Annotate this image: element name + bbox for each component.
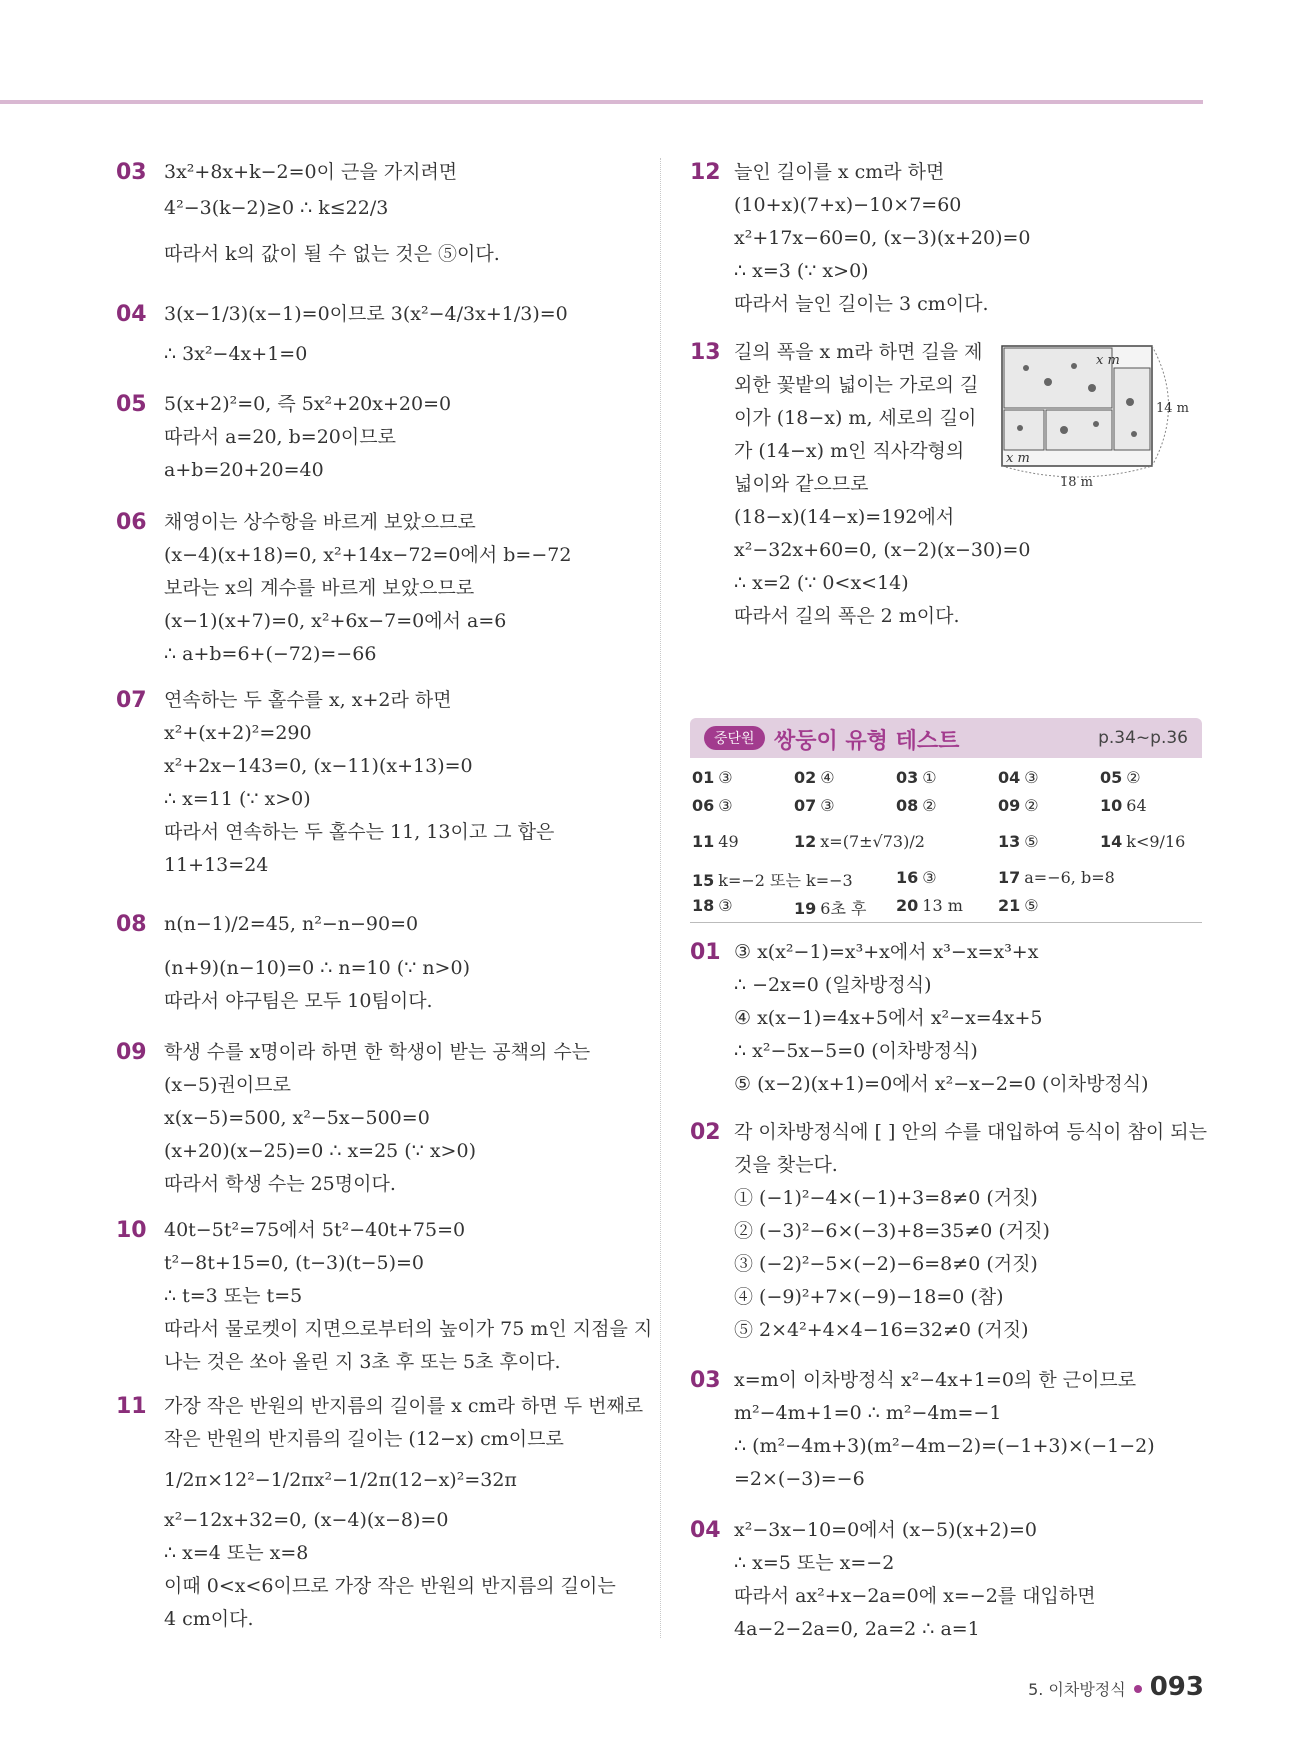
solution-line: 5(x+2)²=0, 즉 5x²+20x+20=0 xyxy=(164,393,452,415)
solution-line: 넓이와 같으므로 xyxy=(734,473,869,495)
flowerbed-2 xyxy=(1004,410,1044,450)
solution-line: ② (−3)²−6×(−3)+8=35≠0 (거짓) xyxy=(734,1220,1050,1242)
solution-line: x²−32x+60=0, (x−2)(x−30)=0 xyxy=(734,539,1031,561)
problem-number: 08 xyxy=(116,912,147,937)
footer-dot-icon xyxy=(1134,1685,1142,1693)
problem-number: 07 xyxy=(116,688,147,713)
answer-item: 21 ⑤ xyxy=(998,896,1039,915)
solution-line: 4²−3(k−2)≥0 ∴ k≤22/3 xyxy=(164,197,389,219)
answer-item: 16 ③ xyxy=(896,868,937,887)
problem-number: 03 xyxy=(690,1368,721,1393)
solution-line: 길의 폭을 x m라 하면 길을 제 xyxy=(734,341,983,363)
solution-line: 외한 꽃밭의 넓이는 가로의 길 xyxy=(734,374,979,396)
solution-line: 따라서 물로켓이 지면으로부터의 높이가 75 m인 지점을 지 xyxy=(164,1318,653,1340)
solution-line: ① (−1)²−4×(−1)+3=8≠0 (거짓) xyxy=(734,1187,1038,1209)
top-rule xyxy=(0,100,1203,104)
solution-line: (x+20)(x−25)=0 ∴ x=25 (∵ x>0) xyxy=(164,1140,476,1162)
answer-item: 18 ③ xyxy=(692,896,733,915)
solution-line: 11+13=24 xyxy=(164,854,269,876)
solution-line: 늘인 길이를 x cm라 하면 xyxy=(734,161,945,183)
answer-item: 03 ① xyxy=(896,768,937,787)
solution-line: ∴ x=11 (∵ x>0) xyxy=(164,788,311,810)
solution-line: ③ x(x²−1)=x³+x에서 x³−x=x³+x xyxy=(734,941,1039,963)
solution-line: (x−1)(x+7)=0, x²+6x−7=0에서 a=6 xyxy=(164,610,507,632)
answer-item: 13 ⑤ xyxy=(998,832,1039,851)
left-path-label: x m xyxy=(1006,451,1030,466)
solution-line: a+b=20+20=40 xyxy=(164,459,324,481)
height-label: 14 m xyxy=(1156,401,1190,416)
solution-line: 3(x−1/3)(x−1)=0이므로 3(x²−4/3x+1/3)=0 xyxy=(164,303,568,325)
answer-item: 08 ② xyxy=(896,796,937,815)
answer-item: 15 k=−2 또는 k=−3 xyxy=(692,871,853,890)
page-footer xyxy=(1028,1672,1204,1702)
solution-line: 3x²+8x+k−2=0이 근을 가지려면 xyxy=(164,161,458,183)
problem-number: 02 xyxy=(690,1120,721,1145)
solution-line: 가장 작은 반원의 반지름의 길이를 x cm라 하면 두 번째로 xyxy=(164,1395,644,1417)
solution-line: 따라서 ax²+x−2a=0에 x=−2를 대입하면 xyxy=(734,1585,1096,1607)
solution-line: n(n−1)/2=45, n²−n−90=0 xyxy=(164,913,419,935)
solution-line: ⑤ (x−2)(x+1)=0에서 x²−x−2=0 (이차방정식) xyxy=(734,1073,1149,1095)
answer-item: 01 ③ xyxy=(692,768,733,787)
solution-line: (10+x)(7+x)−10×7=60 xyxy=(734,194,962,216)
solution-line: t²−8t+15=0, (t−3)(t−5)=0 xyxy=(164,1252,425,1274)
solution-line: 따라서 늘인 길이는 3 cm이다. xyxy=(734,293,989,315)
solution-line: ∴ x=2 (∵ 0<x<14) xyxy=(734,572,909,594)
problem-number: 13 xyxy=(690,340,721,365)
section-badge: 중단원 xyxy=(704,726,765,750)
solution-line: 것을 찾는다. xyxy=(734,1154,838,1176)
solution-line: 보라는 x의 계수를 바르게 보았으므로 xyxy=(164,577,475,599)
answer-item: 19 6초 후 xyxy=(794,899,867,918)
solution-line: =2×(−3)=−6 xyxy=(734,1468,865,1490)
answer-item: 04 ③ xyxy=(998,768,1039,787)
answer-item: 10 64 xyxy=(1100,796,1147,815)
solution-line: 따라서 k의 값이 될 수 없는 것은 ⑤이다. xyxy=(164,243,500,265)
answer-item: 17 a=−6, b=8 xyxy=(998,868,1115,887)
solution-line: ∴ x=3 (∵ x>0) xyxy=(734,260,869,282)
solution-line: 가 (14−x) m인 직사각형의 xyxy=(734,440,965,462)
solution-line: ③ (−2)²−5×(−2)−6=8≠0 (거짓) xyxy=(734,1253,1038,1275)
width-label: 18 m xyxy=(1060,475,1094,490)
problem-number: 11 xyxy=(116,1394,147,1419)
solution-line: x²−3x−10=0에서 (x−5)(x+2)=0 xyxy=(734,1519,1038,1541)
solution-line: 1/2π×12²−1/2πx²−1/2π(12−x)²=32π xyxy=(164,1469,517,1491)
problem-number: 01 xyxy=(690,940,721,965)
answer-divider xyxy=(690,922,1202,923)
solution-line: 학생 수를 x명이라 하면 한 학생이 받는 공책의 수는 xyxy=(164,1041,591,1063)
answer-item: 20 13 m xyxy=(896,896,963,915)
solution-line: 40t−5t²=75에서 5t²−40t+75=0 xyxy=(164,1219,466,1241)
solution-line: 따라서 학생 수는 25명이다. xyxy=(164,1173,396,1195)
solution-line: 따라서 길의 폭은 2 m이다. xyxy=(734,605,960,627)
flowerbed-3 xyxy=(1046,410,1112,450)
solution-line: x²−12x+32=0, (x−4)(x−8)=0 xyxy=(164,1509,449,1531)
solution-line: ∴ (m²−4m+3)(m²−4m−2)=(−1+3)×(−1−2) xyxy=(734,1435,1155,1457)
solution-line: (18−x)(14−x)=192에서 xyxy=(734,506,955,528)
answer-item: 14 k<9/16 xyxy=(1100,832,1186,851)
problem-number: 09 xyxy=(116,1040,147,1065)
solution-line: 각 이차방정식에 [ ] 안의 수를 대입하여 등식이 참이 되는 xyxy=(734,1121,1207,1143)
problem-number: 04 xyxy=(116,302,147,327)
solution-line: ④ (−9)²+7×(−9)−18=0 (참) xyxy=(734,1286,1004,1308)
solution-line: x²+(x+2)²=290 xyxy=(164,722,312,744)
solution-line: (n+9)(n−10)=0 ∴ n=10 (∵ n>0) xyxy=(164,957,470,979)
solution-line: 작은 반원의 반지름의 길이는 (12−x) cm이므로 xyxy=(164,1428,564,1450)
solution-line: x²+2x−143=0, (x−11)(x+13)=0 xyxy=(164,755,473,777)
solution-line: ∴ a+b=6+(−72)=−66 xyxy=(164,643,377,665)
solution-line: m²−4m+1=0 ∴ m²−4m=−1 xyxy=(734,1402,1002,1424)
section-title: 쌍둥이 유형 테스트 xyxy=(774,729,960,754)
solution-line: ④ x(x−1)=4x+5에서 x²−x=4x+5 xyxy=(734,1007,1043,1029)
solution-line: ∴ x=5 또는 x=−2 xyxy=(734,1552,895,1574)
answer-item: 12 x=(7±√73)/2 xyxy=(794,832,925,851)
answer-item: 06 ③ xyxy=(692,796,733,815)
section-pages: p.34~p.36 xyxy=(1098,728,1188,748)
problem-number: 03 xyxy=(116,160,147,185)
solution-line: 연속하는 두 홀수를 x, x+2라 하면 xyxy=(164,689,452,711)
answer-item: 07 ③ xyxy=(794,796,835,815)
problem-number: 06 xyxy=(116,510,147,535)
solution-line: 따라서 야구팀은 모두 10팀이다. xyxy=(164,990,433,1012)
solution-line: ∴ t=3 또는 t=5 xyxy=(164,1285,303,1307)
solution-line: x(x−5)=500, x²−5x−500=0 xyxy=(164,1107,430,1129)
chapter-label: 5. 이차방정식 xyxy=(1028,1680,1126,1699)
flowerbed-4 xyxy=(1114,368,1150,450)
solution-line: ∴ 3x²−4x+1=0 xyxy=(164,343,308,365)
solution-line: ⑤ 2×4²+4×4−16=32≠0 (거짓) xyxy=(734,1319,1029,1341)
answer-item: 09 ② xyxy=(998,796,1039,815)
column-divider xyxy=(660,158,661,1638)
solution-line: 4a−2−2a=0, 2a=2 ∴ a=1 xyxy=(734,1618,980,1640)
solution-line: 이가 (18−x) m, 세로의 길이 xyxy=(734,407,977,429)
problem-number: 10 xyxy=(116,1218,147,1243)
garden-diagram xyxy=(1000,342,1190,492)
solution-line: ∴ x²−5x−5=0 (이차방정식) xyxy=(734,1040,978,1062)
solution-line: ∴ −2x=0 (일차방정식) xyxy=(734,974,932,996)
solution-line: 따라서 a=20, b=20이므로 xyxy=(164,426,396,448)
solution-line: x²+17x−60=0, (x−3)(x+20)=0 xyxy=(734,227,1031,249)
problem-number: 05 xyxy=(116,392,147,417)
answer-item: 11 49 xyxy=(692,832,739,851)
garden-svg xyxy=(1000,342,1190,492)
answer-item: 05 ② xyxy=(1100,768,1141,787)
solution-line: 나는 것은 쏘아 올린 지 3초 후 또는 5초 후이다. xyxy=(164,1351,561,1373)
problem-number: 12 xyxy=(690,160,721,185)
answer-item: 02 ④ xyxy=(794,768,835,787)
top-path-label: x m xyxy=(1096,353,1120,368)
solution-line: 채영이는 상수항을 바르게 보았으므로 xyxy=(164,511,476,533)
section-header xyxy=(690,718,1202,758)
solution-line: (x−5)권이므로 xyxy=(164,1074,291,1096)
solution-line: 따라서 연속하는 두 홀수는 11, 13이고 그 합은 xyxy=(164,821,555,843)
solution-line: x=m이 이차방정식 x²−4x+1=0의 한 근이므로 xyxy=(734,1369,1137,1391)
solution-line: 이때 0<x<6이므로 가장 작은 반원의 반지름의 길이는 xyxy=(164,1575,616,1597)
problem-number: 04 xyxy=(690,1518,721,1543)
solution-line: 4 cm이다. xyxy=(164,1608,254,1630)
solution-line: (x−4)(x+18)=0, x²+14x−72=0에서 b=−72 xyxy=(164,544,572,566)
solution-line: ∴ x=4 또는 x=8 xyxy=(164,1542,309,1564)
page-number: 093 xyxy=(1149,1672,1204,1702)
